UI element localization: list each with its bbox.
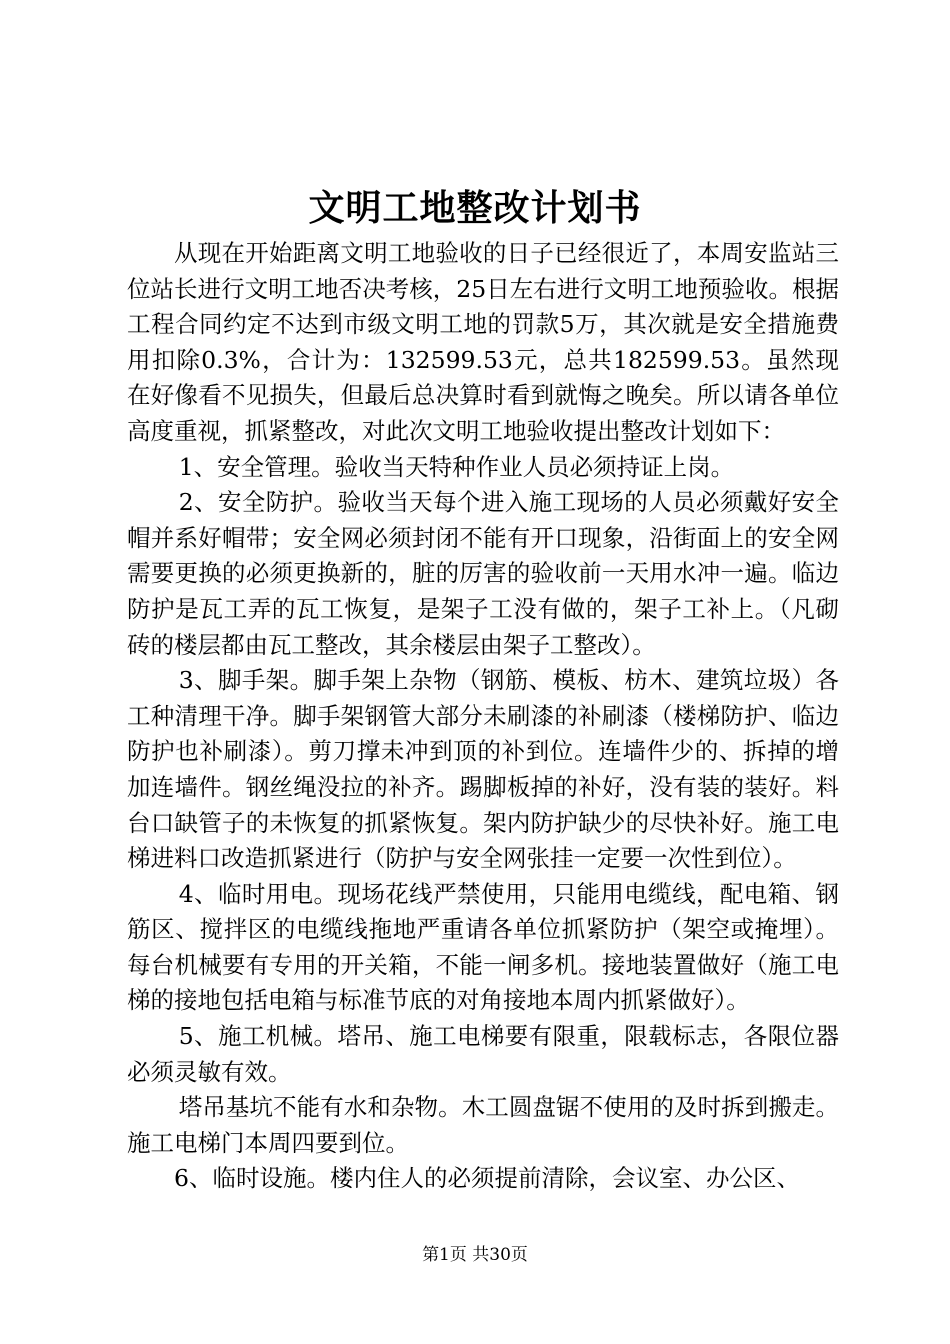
paragraph-item-1: 1、安全管理。验收当天特种作业人员必须持证上岗。 — [178, 452, 735, 481]
paragraph-item-5-continued: 塔吊基坑不能有水和杂物。木工圆盘锯不使用的及时拆到搬走。施工电梯门本周四要到位。 — [127, 1093, 839, 1157]
document-body — [127, 236, 839, 1197]
paragraph-item-3: 3、脚手架。脚手架上杂物（钢筋、模板、枋木、建筑垃圾）各工种清理干净。脚手架钢管大部分未刷漆的补刷漆（楼梯防护、临边防护也补刷漆）。剪刀撑未冲到顶的补到位。连墙件少的、拆掉的增加连墙件。钢丝绳没拉的补齐。踢脚板掉的补好，没有装的装好。料台口缺管子的未恢复的抓紧恢复。架内防护缺少的尽快补好。施工电梯进料口改造抓紧进行（防护与安全网张挂一定要一次性到位）。 — [127, 666, 839, 873]
page-number-footer: 第1页 共30页 — [422, 1245, 528, 1265]
paragraph-item-4: 4、临时用电。现场花线严禁使用，只能用电缆线，配电箱、钢筋区、搅拌区的电缆线拖地严重请各单位抓紧防护（架空或掩埋）。每台机械要有专用的开关箱，不能一闸多机。接地装置做好（施工电梯的接地包括电箱与标准节底的对角接地本周内抓紧做好）。 — [127, 879, 839, 1015]
paragraph-item-2: 2、安全防护。验收当天每个进入施工现场的人员必须戴好安全帽并系好帽带；安全网必须封闭不能有开口现象，沿街面上的安全网需要更换的必须更换新的，脏的厉害的验收前一天用水冲一遍。临边防护是瓦工弄的瓦工恢复，是架子工没有做的，架子工补上。（凡砌砖的楼层都由瓦工整改，其余楼层由架子工整改）。 — [127, 488, 839, 659]
document-title: 文明工地整改计划书 — [308, 187, 642, 229]
paragraph-item-6: 6、临时设施。楼内住人的必须提前清除，会议室、办公区、 — [174, 1164, 800, 1193]
paragraph-intro: 从现在开始距离文明工地验收的日子已经很近了，本周安监站三位站长进行文明工地否决考核，25日左右进行文明工地预验收。根据工程合同约定不达到市级文明工地的罚款5万，其次就是安全措施费用扣除0.3%，合计为：132599.53元，总共182599.53。虽然现在好像看不见损失，但最后总决算时看到就悔之晚矣。所以请各单位高度重视，抓紧整改，对此次文明工地验收提出整改计划如下： — [127, 239, 839, 445]
paragraph-item-5: 5、施工机械。塔吊、施工电梯要有限重，限载标志，各限位器必须灵敏有效。 — [127, 1022, 839, 1086]
